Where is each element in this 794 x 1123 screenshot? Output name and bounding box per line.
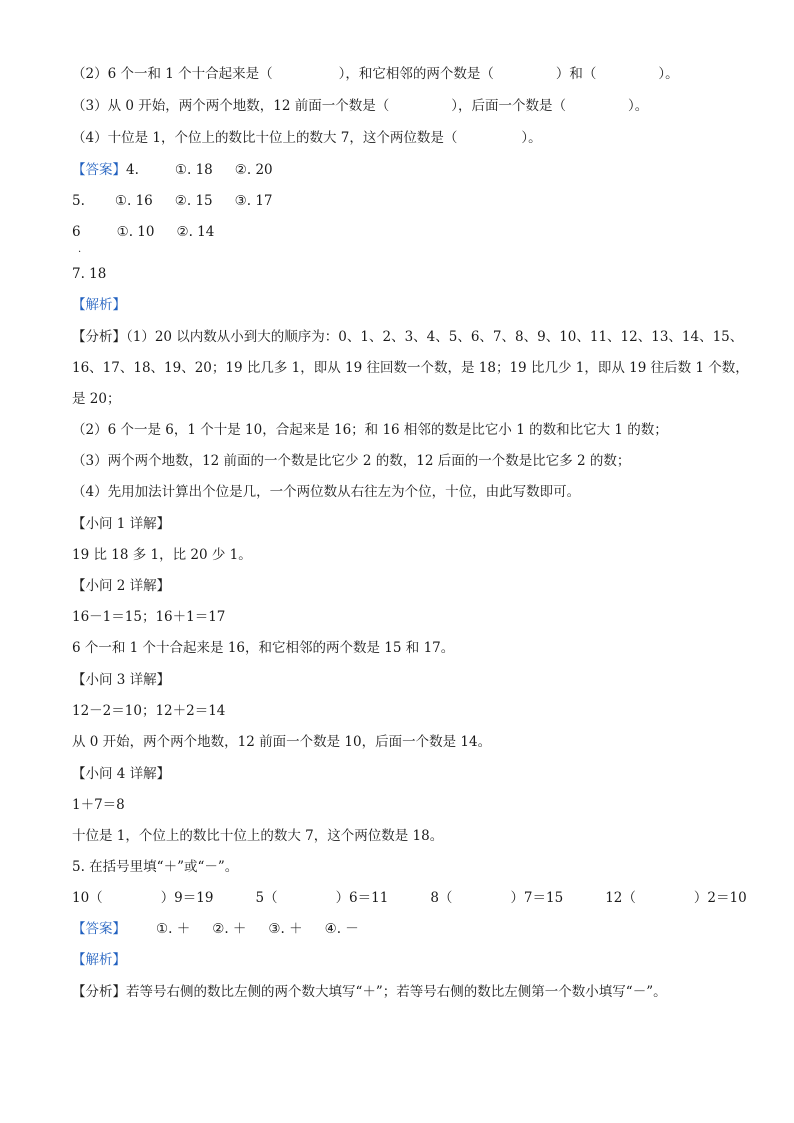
circled-1: ① [156, 921, 169, 937]
circled-1: ① [116, 224, 129, 240]
sub-question-3-title: 【小问 3 详解】 [72, 672, 171, 688]
answer-value: . 14 [188, 224, 215, 240]
sub-question-2-text: 6 个一和 1 个十合起来是 16，和它相邻的两个数是 15 和 17。 [72, 640, 455, 656]
question-4 [72, 128, 542, 148]
answer-value: . ＋ [168, 921, 191, 937]
sub-question-4-text: 十位是 1，个位上的数比十位上的数大 7，这个两位数是 18。 [72, 828, 444, 844]
answer-line-5 [72, 191, 273, 211]
analysis-line-1 [72, 327, 743, 347]
eq-4-right: ）2＝10 [693, 890, 747, 906]
answer-tag: 【答案】 [72, 162, 126, 178]
answer-value: . 17 [246, 193, 273, 209]
q3-text-end: ）。 [627, 98, 649, 114]
analysis-heading-2: 【解析】 [72, 952, 126, 968]
circled-3: ③ [268, 921, 281, 937]
circled-2: ② [212, 921, 225, 937]
q2-text-mid: ），和它相邻的两个数是（ [338, 66, 494, 82]
circled-3: ③ [234, 193, 247, 209]
answer-value: . ＋ [280, 921, 303, 937]
sub-question-2-title: 【小问 2 详解】 [72, 578, 171, 594]
analysis-heading: 【解析】 [72, 297, 126, 313]
answer-value: . 10 [128, 224, 155, 240]
answer-tag: 【答案】 [72, 921, 126, 937]
circled-2: ② [234, 162, 247, 178]
analysis-line-3: 是 20； [72, 391, 121, 407]
sub-question-1-title: 【小问 1 详解】 [72, 516, 171, 532]
answer-num: 6 [72, 224, 81, 240]
sub-question-3-eq: 12－2＝10；12＋2＝14 [72, 703, 226, 719]
sub-question-1-text: 19 比 18 多 1，比 20 少 1。 [72, 547, 252, 563]
question-3 [72, 96, 648, 116]
q4-text: （4）十位是 1，个位上的数比十位上的数大 7，这个两位数是（ [72, 130, 458, 146]
q2-text-end: ）。 [658, 66, 679, 82]
question-5-title: 5. 在括号里填“＋”或“－”。 [72, 859, 239, 875]
q2-text: （2）6 个一和 1 个十合起来是（ [72, 66, 273, 82]
analysis-text: 若等号右侧的数比左侧的两个数大填写“＋”；若等号右侧的数比左侧第一个数小填写“－”。 [126, 984, 667, 1000]
circled-1: ① [174, 162, 187, 178]
answer-value: . ＋ [224, 921, 247, 937]
eq-2-right: ）6＝11 [335, 890, 389, 906]
eq-3-left: 8（ [430, 890, 453, 906]
answer-value: . － [336, 921, 359, 937]
analysis-line-5: （3）两个两个地数，12 前面的一个数是比它少 2 的数，12 后面的一个数是比它多 2 的数； [72, 453, 631, 469]
eq-4-left: 12（ [605, 890, 636, 906]
analysis-line-q5 [72, 982, 667, 1002]
sub-question-4-eq: 1＋7＝8 [72, 797, 125, 813]
question-2 [72, 64, 679, 84]
answer-line-6 [72, 222, 214, 242]
analysis-line-4: （2）6 个一是 6，1 个十是 10，合起来是 16；和 16 相邻的数是比它小 1 的数和比它大 1 的数； [72, 422, 668, 438]
sub-question-2-eq: 16－1＝15；16＋1＝17 [72, 609, 226, 625]
answer-value: . 15 [186, 193, 213, 209]
analysis-line-2: 16、17、18、19、20；19 比几多 1，即从 19 往回数一个数，是 18；19 比几少 1，即从 19 往后数 1 个数， [72, 360, 749, 376]
answer-line-7: 7. 18 [72, 266, 107, 282]
eq-1-left: 10（ [72, 890, 103, 906]
analysis-tag: 【分析】 [72, 329, 126, 345]
eq-3-right: ）7＝15 [510, 890, 564, 906]
q2-text-and: ）和（ [555, 66, 597, 82]
q4-text-end: ）。 [521, 130, 542, 146]
circled-1: ① [114, 193, 127, 209]
circled-2: ② [176, 224, 189, 240]
stray-dot: . [78, 244, 82, 255]
answer-value: . 18 [187, 162, 213, 178]
analysis-tag: 【分析】 [72, 984, 126, 1000]
analysis-line-6: （4）先用加法计算出个位是几，一个两位数从右往左为个位，十位，由此写数即可。 [72, 484, 581, 500]
answer-num: 4. [126, 162, 139, 178]
answer-value: . 16 [127, 193, 153, 209]
answer-line-4 [72, 160, 273, 180]
circled-4: ④ [324, 921, 337, 937]
circled-2: ② [174, 193, 187, 209]
eq-1-right: ）9＝19 [160, 890, 214, 906]
q3-text: （3）从 0 开始，两个两个地数，12 前面一个数是（ [72, 98, 390, 114]
answer-value: . 20 [246, 162, 273, 178]
sub-question-3-text: 从 0 开始，两个两个地数，12 前面一个数是 10，后面一个数是 14。 [72, 734, 492, 750]
q3-text-mid: ），后面一个数是（ [451, 98, 566, 114]
eq-2-left: 5（ [255, 890, 278, 906]
question-5-equations [72, 888, 747, 908]
answer-num: 5. [72, 193, 85, 209]
answer-line-q5 [72, 919, 359, 939]
sub-question-4-title: 【小问 4 详解】 [72, 766, 171, 782]
analysis-text: （1）20 以内数从小到大的顺序为：0、1、2、3、4、5、6、7、8、9、10、11、12、13、14、15、 [126, 329, 744, 345]
